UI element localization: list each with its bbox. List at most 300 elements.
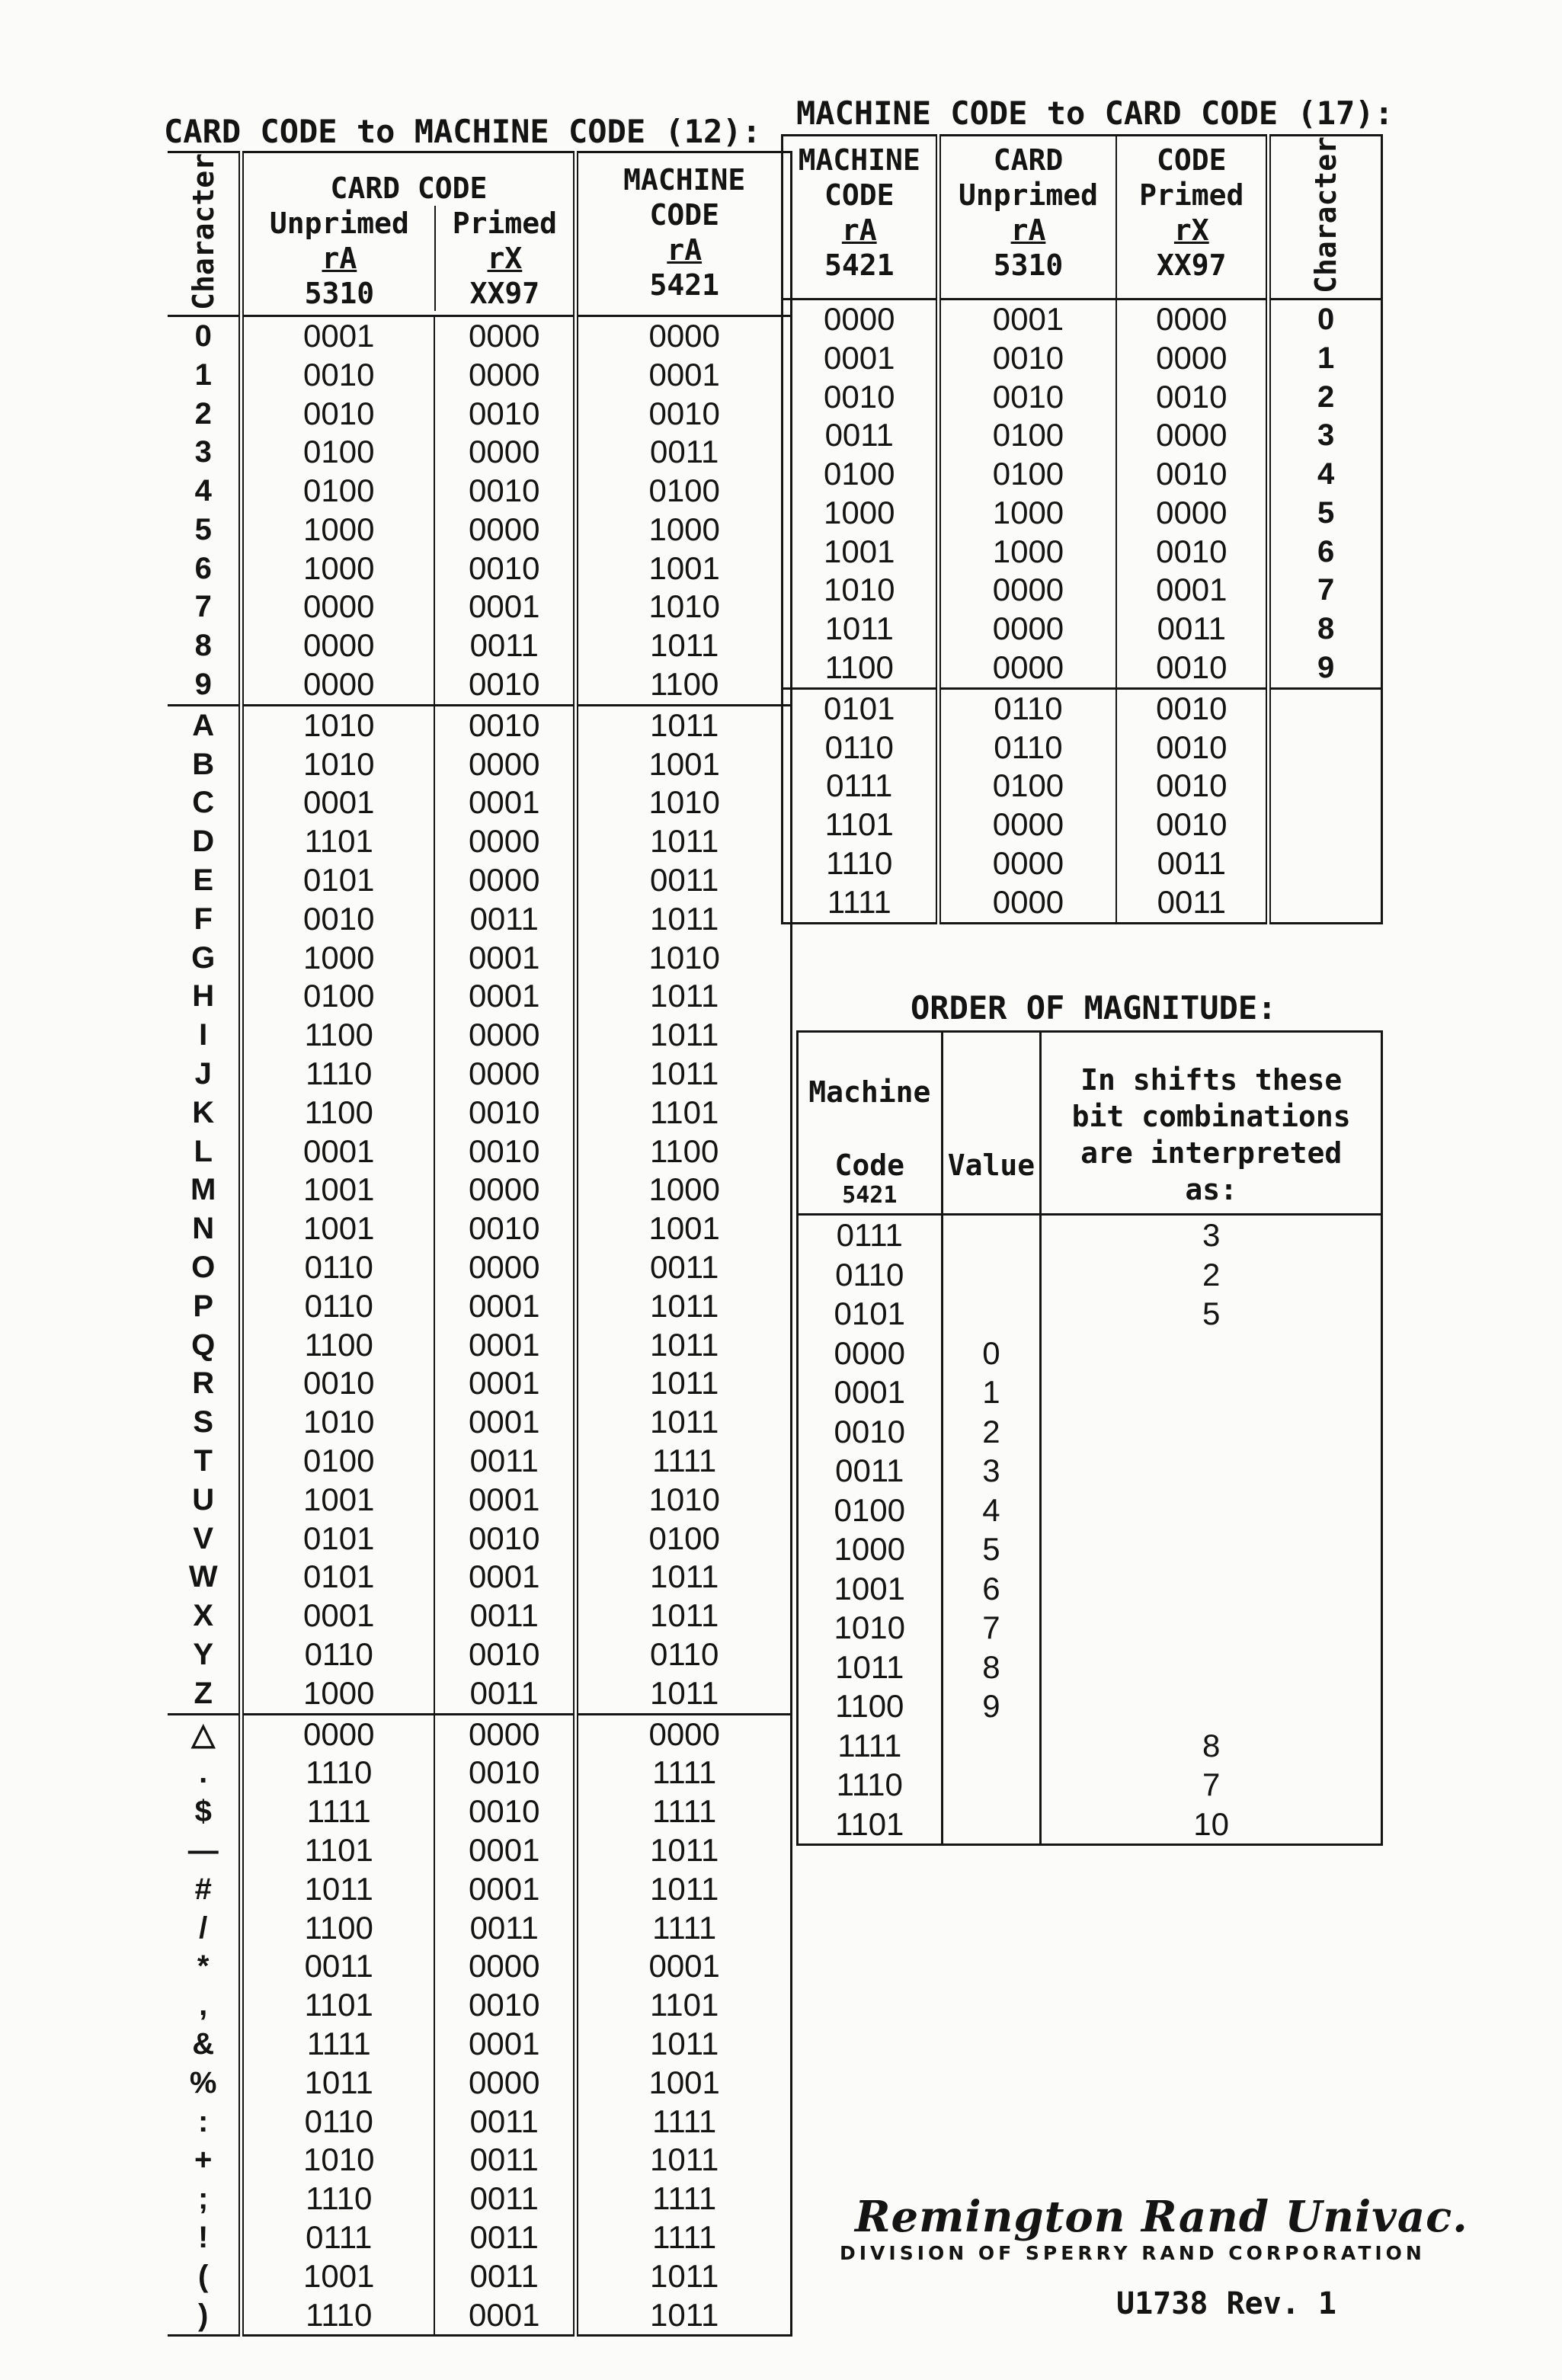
unprimed-cell: 1001 <box>242 1171 434 1209</box>
machine-code-cell: 1110 <box>836 1767 903 1802</box>
primed-cell: 0000 <box>1116 416 1268 455</box>
character-header <box>168 152 242 316</box>
machine-code-cell: 0011 <box>576 433 792 472</box>
unprimed-cell: 1100 <box>242 1326 434 1365</box>
unprimed-cell: 0101 <box>242 861 434 900</box>
unprimed-cell: 1000 <box>242 549 434 588</box>
character-cell: B <box>192 747 215 781</box>
character-cell: 7 <box>1269 571 1382 610</box>
machine-code-cell: 1011 <box>576 626 792 665</box>
unprimed-cell: 0100 <box>242 1442 434 1481</box>
primed-cell: 0000 <box>434 1714 576 1754</box>
machine-code-cell: 0011 <box>824 417 894 453</box>
primed-cell: 0010 <box>434 705 576 745</box>
character-cell: 8 <box>194 629 212 663</box>
machine-code-cell: 0110 <box>824 729 894 765</box>
machine-label: MACHINE <box>623 163 746 197</box>
table-row <box>783 299 1382 338</box>
primed-cell: 0011 <box>434 2180 576 2218</box>
unprimed-cell: 0100 <box>938 416 1116 455</box>
unprimed-cell: 1100 <box>242 1094 434 1132</box>
shift-value-cell <box>1041 1491 1382 1530</box>
machine-code-cell: 0010 <box>576 395 792 434</box>
shift-value-cell <box>1041 1530 1382 1569</box>
machine-code-cell: 1110 <box>826 845 893 882</box>
character-cell: 9 <box>1269 649 1382 688</box>
rt-character-label: Character <box>1309 136 1343 293</box>
character-cell: — <box>187 1833 219 1867</box>
unprimed-cell: 0000 <box>938 883 1116 923</box>
primed-cell: 0011 <box>434 2257 576 2296</box>
primed-cell: 0000 <box>434 822 576 861</box>
character-cell: Z <box>194 1676 213 1710</box>
primed-cell: 0000 <box>434 356 576 395</box>
unprimed-cell: 0001 <box>938 299 1116 338</box>
machine-code-cell: 1011 <box>576 900 792 939</box>
character-header-label: Character <box>186 153 220 310</box>
shift-value-cell: 10 <box>1041 1805 1382 1845</box>
rt-primed-label: Primed <box>1139 178 1244 212</box>
primed-cell: 0011 <box>1116 844 1268 883</box>
form-number: U1738 Rev. 1 <box>1116 2286 1336 2321</box>
unprimed-cell: 1001 <box>242 2257 434 2296</box>
unprimed-cell: 1000 <box>938 533 1116 572</box>
unprimed-cell: 1010 <box>242 705 434 745</box>
value-cell: 1 <box>942 1373 1041 1412</box>
shift-value-cell: 2 <box>1041 1255 1382 1295</box>
table-row <box>168 1248 792 1287</box>
unprimed-cell: 1001 <box>242 1481 434 1520</box>
table-row <box>798 1215 1382 1255</box>
primed-cell: 0011 <box>434 900 576 939</box>
character-cell: 1 <box>1269 339 1382 378</box>
machine-code-cell: 0010 <box>824 378 895 415</box>
character-cell: N <box>192 1212 215 1246</box>
card-to-machine-title: CARD CODE to MACHINE CODE (12): <box>164 113 761 150</box>
table-row <box>168 2296 792 2336</box>
unprimed-cell: 0100 <box>242 472 434 511</box>
unprimed-cell: 1110 <box>242 1754 434 1792</box>
character-cell: Y <box>193 1638 214 1671</box>
unprimed-cell: 0110 <box>242 1248 434 1287</box>
table-row <box>168 1792 792 1831</box>
value-cell <box>942 1255 1041 1295</box>
character-cell: △ <box>168 1714 242 1754</box>
table-row <box>168 1442 792 1481</box>
character-cell: T <box>194 1444 213 1478</box>
primed-cell: 0001 <box>434 588 576 626</box>
table-row <box>783 649 1382 688</box>
machine-code-cell: 1011 <box>576 1055 792 1094</box>
primed-cell: 0010 <box>434 1792 576 1831</box>
unprimed-cell: 0000 <box>242 665 434 705</box>
unprimed-cell: 0000 <box>938 844 1116 883</box>
primed-cell: 0001 <box>434 1287 576 1326</box>
machine-code-cell: 1011 <box>576 1558 792 1597</box>
table-row <box>783 455 1382 494</box>
shift-value-cell: 7 <box>1041 1765 1382 1805</box>
rt-unprimed-label: Unprimed <box>958 178 1098 212</box>
value-cell <box>942 1215 1041 1255</box>
machine-code-cell: 1101 <box>576 1986 792 2025</box>
mag-value-label: Value <box>947 1148 1035 1182</box>
remington-rand-univac-logo: Remington Rand Univac. <box>855 2192 1468 2242</box>
machine-code-cell: 1011 <box>576 2296 792 2336</box>
character-cell: S <box>193 1405 214 1440</box>
shift-value-cell: 3 <box>1041 1215 1382 1255</box>
value-cell <box>942 1726 1041 1766</box>
table-row <box>783 767 1382 806</box>
table-row <box>168 1635 792 1674</box>
machine-code-cell: 1111 <box>576 1792 792 1831</box>
primed-cell: 0001 <box>434 1364 576 1403</box>
unprimed-cell: 1011 <box>242 2064 434 2103</box>
character-cell <box>1269 844 1382 883</box>
character-cell: H <box>192 979 215 1014</box>
table-row <box>168 1326 792 1365</box>
machine-code-cell: 1011 <box>576 1326 792 1365</box>
machine-code-cell: 1000 <box>576 511 792 549</box>
primed-cell: 0001 <box>434 2025 576 2064</box>
machine-code-cell: 0011 <box>835 1453 904 1488</box>
table-row <box>168 2180 792 2218</box>
character-cell: : <box>198 2104 209 2138</box>
machine-code-cell: 1011 <box>576 2141 792 2180</box>
machine-code-cell: 0100 <box>576 1520 792 1558</box>
card-code-header <box>242 152 576 316</box>
primed-xx97-label: XX97 <box>469 276 540 310</box>
unprimed-header <box>244 206 434 311</box>
unprimed-cell: 1010 <box>242 2141 434 2180</box>
machine-code-cell: 1001 <box>576 1209 792 1248</box>
table-row <box>168 705 792 745</box>
division-line: DIVISION OF SPERRY RAND CORPORATION <box>840 2242 1426 2264</box>
character-cell: ) <box>198 2298 209 2332</box>
unprimed-cell: 0101 <box>242 1520 434 1558</box>
value-cell: 2 <box>942 1412 1041 1452</box>
machine-code-cell: 1111 <box>576 2180 792 2218</box>
character-cell: M <box>190 1173 216 1207</box>
value-cell: 7 <box>942 1608 1041 1648</box>
table-row <box>168 1209 792 1248</box>
character-cell: * <box>197 1949 210 1984</box>
table-row <box>168 783 792 822</box>
magnitude-rows <box>798 1215 1382 1845</box>
table-row <box>783 339 1382 378</box>
primed-cell: 0011 <box>1116 883 1268 923</box>
unprimed-cell: 1100 <box>242 1909 434 1948</box>
machine-code-cell: 1100 <box>576 1132 792 1171</box>
unprimed-cell: 1010 <box>242 1403 434 1442</box>
machine-code-cell: 0000 <box>834 1334 905 1371</box>
machine-code-cell: 0011 <box>576 861 792 900</box>
unprimed-cell: 0001 <box>242 1132 434 1171</box>
primed-cell: 0000 <box>1116 339 1268 378</box>
primed-rx-label: rX <box>487 241 523 275</box>
machine-code-cell: 1010 <box>576 783 792 822</box>
machine-code-cell: 1111 <box>576 2103 792 2141</box>
primed-cell: 0010 <box>1116 729 1268 767</box>
unprimed-cell: 0010 <box>938 339 1116 378</box>
table-row <box>168 1171 792 1209</box>
table-row <box>798 1373 1382 1412</box>
machine-code-cell: 1011 <box>576 822 792 861</box>
magnitude-table <box>796 1030 1383 1846</box>
value-cell: 5 <box>942 1530 1041 1569</box>
value-cell: 8 <box>942 1648 1041 1687</box>
table-row <box>168 1364 792 1403</box>
table-row <box>168 1909 792 1948</box>
machine-to-card-table <box>781 134 1383 924</box>
character-cell <box>1269 767 1382 806</box>
machine-code-cell: 1011 <box>576 1674 792 1714</box>
unprimed-cell: 0111 <box>242 2218 434 2257</box>
table-row <box>168 665 792 705</box>
table-row <box>168 2218 792 2257</box>
table-row <box>798 1491 1382 1530</box>
unprimed-cell: 1110 <box>242 1055 434 1094</box>
machine-code-cell: 1100 <box>824 649 894 686</box>
character-cell: / <box>199 1911 208 1945</box>
machine-to-card-rows <box>783 299 1382 923</box>
character-cell: ! <box>198 2220 209 2254</box>
table-row <box>168 2257 792 2296</box>
table-row <box>168 511 792 549</box>
character-cell: Q <box>191 1328 216 1362</box>
character-cell: 3 <box>194 435 212 469</box>
unprimed-cell: 0100 <box>938 767 1116 806</box>
machine-code-cell: 1001 <box>576 2064 792 2103</box>
character-cell: ; <box>198 2182 209 2216</box>
table-row <box>168 977 792 1016</box>
character-cell: 9 <box>194 668 212 702</box>
primed-cell: 0001 <box>434 1831 576 1870</box>
unprimed-5310-label: 5310 <box>304 276 375 310</box>
unprimed-cell: 0010 <box>938 378 1116 417</box>
primed-cell: 0010 <box>434 1132 576 1171</box>
machine-code-cell: 1111 <box>837 1727 902 1763</box>
table-row <box>168 549 792 588</box>
table-row <box>798 1334 1382 1373</box>
machine-code-cell: 0101 <box>834 1296 905 1331</box>
rt-code-label: CODE <box>824 178 895 212</box>
machine-code-cell: 0011 <box>576 1248 792 1287</box>
primed-cell: 0000 <box>434 511 576 549</box>
unprimed-cell: 1000 <box>242 1674 434 1714</box>
primed-cell: 0011 <box>434 1442 576 1481</box>
primed-cell: 0001 <box>434 1870 576 1909</box>
machine-code-cell: 1000 <box>576 1171 792 1209</box>
character-cell: G <box>191 940 216 975</box>
character-cell: 4 <box>1269 455 1382 494</box>
unprimed-cell: 1000 <box>242 939 434 978</box>
character-cell: K <box>192 1095 215 1129</box>
table-row <box>168 1870 792 1909</box>
primed-cell: 0010 <box>434 549 576 588</box>
table-row <box>168 1986 792 2025</box>
character-cell: I <box>199 1018 208 1052</box>
character-cell <box>1269 883 1382 923</box>
table-row <box>168 1094 792 1132</box>
primed-header <box>434 206 573 311</box>
character-cell: J <box>194 1057 212 1091</box>
primed-cell: 0000 <box>434 1947 576 1986</box>
machine-code-cell: 0000 <box>576 316 792 355</box>
character-cell: E <box>193 863 214 898</box>
unprimed-cell: 0110 <box>938 729 1116 767</box>
shift-value-cell <box>1041 1412 1382 1452</box>
rt-5421-label: 5421 <box>824 248 895 282</box>
primed-cell: 0011 <box>1116 610 1268 649</box>
character-cell: 0 <box>194 319 212 353</box>
machine-code-cell: 1011 <box>835 1648 904 1685</box>
rt-machine-code-header <box>783 136 939 300</box>
primed-cell: 0001 <box>434 1481 576 1520</box>
primed-cell: 0011 <box>434 1674 576 1714</box>
machine-code-cell: 1011 <box>576 705 792 745</box>
mag-code-label: Code <box>834 1148 905 1182</box>
machine-code-cell: 1011 <box>576 1403 792 1442</box>
primed-cell: 0010 <box>434 1209 576 1248</box>
table-row <box>168 472 792 511</box>
machine-code-header <box>576 152 792 316</box>
primed-cell: 0001 <box>434 977 576 1016</box>
machine-code-cell: 1000 <box>824 494 895 530</box>
primed-cell: 0010 <box>1116 767 1268 806</box>
unprimed-cell: 1111 <box>242 1792 434 1831</box>
unprimed-cell: 0110 <box>242 1635 434 1674</box>
table-row <box>783 688 1382 728</box>
machine-code-cell: 1011 <box>576 977 792 1016</box>
machine-code-cell: 1011 <box>576 2025 792 2064</box>
table-row <box>783 378 1382 417</box>
unprimed-cell: 0000 <box>242 1714 434 1754</box>
machine-code-cell: 0100 <box>834 1491 905 1528</box>
value-cell: 3 <box>942 1451 1041 1491</box>
primed-cell: 0000 <box>434 1248 576 1287</box>
unprimed-cell: 0000 <box>242 626 434 665</box>
character-cell: 1 <box>194 357 212 392</box>
machine-code-label: CODE <box>649 198 719 232</box>
shift-value-cell <box>1041 1451 1382 1491</box>
table-row <box>798 1255 1382 1295</box>
character-cell <box>1269 806 1382 844</box>
table-row <box>168 626 792 665</box>
primed-cell: 0010 <box>1116 378 1268 417</box>
table-row <box>168 2064 792 2103</box>
primed-cell: 0010 <box>434 395 576 434</box>
mag-machine-label: Machine <box>808 1075 931 1109</box>
table-row <box>168 1947 792 1986</box>
primed-cell: 0010 <box>1116 806 1268 844</box>
primed-cell: 0010 <box>434 1754 576 1792</box>
mag-shifts-label: In shifts these bit combinations are interpreted as: <box>1071 1063 1351 1206</box>
table-row <box>168 316 792 355</box>
table-row <box>168 2103 792 2141</box>
unprimed-cell: 1000 <box>938 494 1116 533</box>
primed-cell: 0001 <box>434 939 576 978</box>
table-row <box>783 533 1382 572</box>
table-row <box>168 745 792 784</box>
character-cell: F <box>194 902 213 936</box>
rt-character-header <box>1269 136 1382 300</box>
unprimed-cell: 0100 <box>242 977 434 1016</box>
character-cell: V <box>193 1521 214 1555</box>
machine-code-cell: 0100 <box>576 472 792 511</box>
primed-cell: 0011 <box>434 1909 576 1948</box>
machine-code-cell: 0000 <box>576 1714 792 1754</box>
machine-code-cell: 1001 <box>576 549 792 588</box>
primed-cell: 0000 <box>434 745 576 784</box>
machine-ra-label: rA <box>667 233 703 267</box>
character-cell: X <box>193 1599 214 1633</box>
unprimed-cell: 0001 <box>242 783 434 822</box>
machine-code-cell: 1100 <box>835 1688 904 1724</box>
primed-cell: 0001 <box>1116 571 1268 610</box>
rt-rx-label: rX <box>1173 213 1209 247</box>
unprimed-cell: 1101 <box>242 822 434 861</box>
machine-code-cell: 0000 <box>824 300 895 337</box>
table-row <box>168 1674 792 1714</box>
primed-cell: 0010 <box>1116 649 1268 688</box>
character-cell <box>1269 688 1382 728</box>
table-row <box>168 1520 792 1558</box>
primed-cell: 0001 <box>434 2296 576 2336</box>
machine-code-cell: 1011 <box>576 1597 792 1635</box>
unprimed-cell: 0001 <box>242 316 434 355</box>
mag-machine-code-header <box>798 1032 943 1215</box>
primed-cell: 0000 <box>434 2064 576 2103</box>
card-to-machine-rows <box>168 316 792 2335</box>
table-row <box>168 356 792 395</box>
table-row <box>798 1569 1382 1609</box>
primed-cell: 0010 <box>1116 688 1268 728</box>
character-cell: 8 <box>1269 610 1382 649</box>
rt-machine-label: MACHINE <box>798 143 920 177</box>
table-row <box>168 1403 792 1442</box>
table-row <box>798 1530 1382 1569</box>
machine-code-cell: 1001 <box>834 1570 905 1606</box>
primed-cell: 0000 <box>434 1016 576 1055</box>
unprimed-cell: 1101 <box>242 1986 434 2025</box>
unprimed-cell: 0000 <box>938 571 1116 610</box>
primed-cell: 0011 <box>434 2218 576 2257</box>
primed-cell: 0000 <box>1116 299 1268 338</box>
character-cell: 4 <box>194 474 212 508</box>
primed-cell: 0011 <box>434 2103 576 2141</box>
machine-code-cell: 1011 <box>576 1831 792 1870</box>
character-cell: A <box>168 705 242 745</box>
card-to-machine-table <box>168 151 792 2337</box>
rt-ra-label: rA <box>841 213 877 247</box>
shift-value-cell <box>1041 1608 1382 1648</box>
unprimed-cell: 0000 <box>242 588 434 626</box>
table-row <box>798 1294 1382 1334</box>
character-cell: 0 <box>1269 299 1382 338</box>
rt-xx97-label: XX97 <box>1157 248 1227 282</box>
unprimed-cell: 1001 <box>242 1209 434 1248</box>
primed-cell: 0001 <box>434 1403 576 1442</box>
unprimed-cell: 0100 <box>242 433 434 472</box>
machine-code-cell: 1101 <box>835 1805 904 1842</box>
rt-code2-label: CODE <box>1157 143 1227 177</box>
rt-card-label: CARD <box>993 143 1064 177</box>
machine-code-cell: 1010 <box>834 1610 905 1645</box>
character-cell: 5 <box>194 512 212 546</box>
mag-5421-label: 5421 <box>842 1182 898 1209</box>
rt-unprimed-ra-label: rA <box>1010 213 1046 247</box>
value-cell: 0 <box>942 1334 1041 1373</box>
